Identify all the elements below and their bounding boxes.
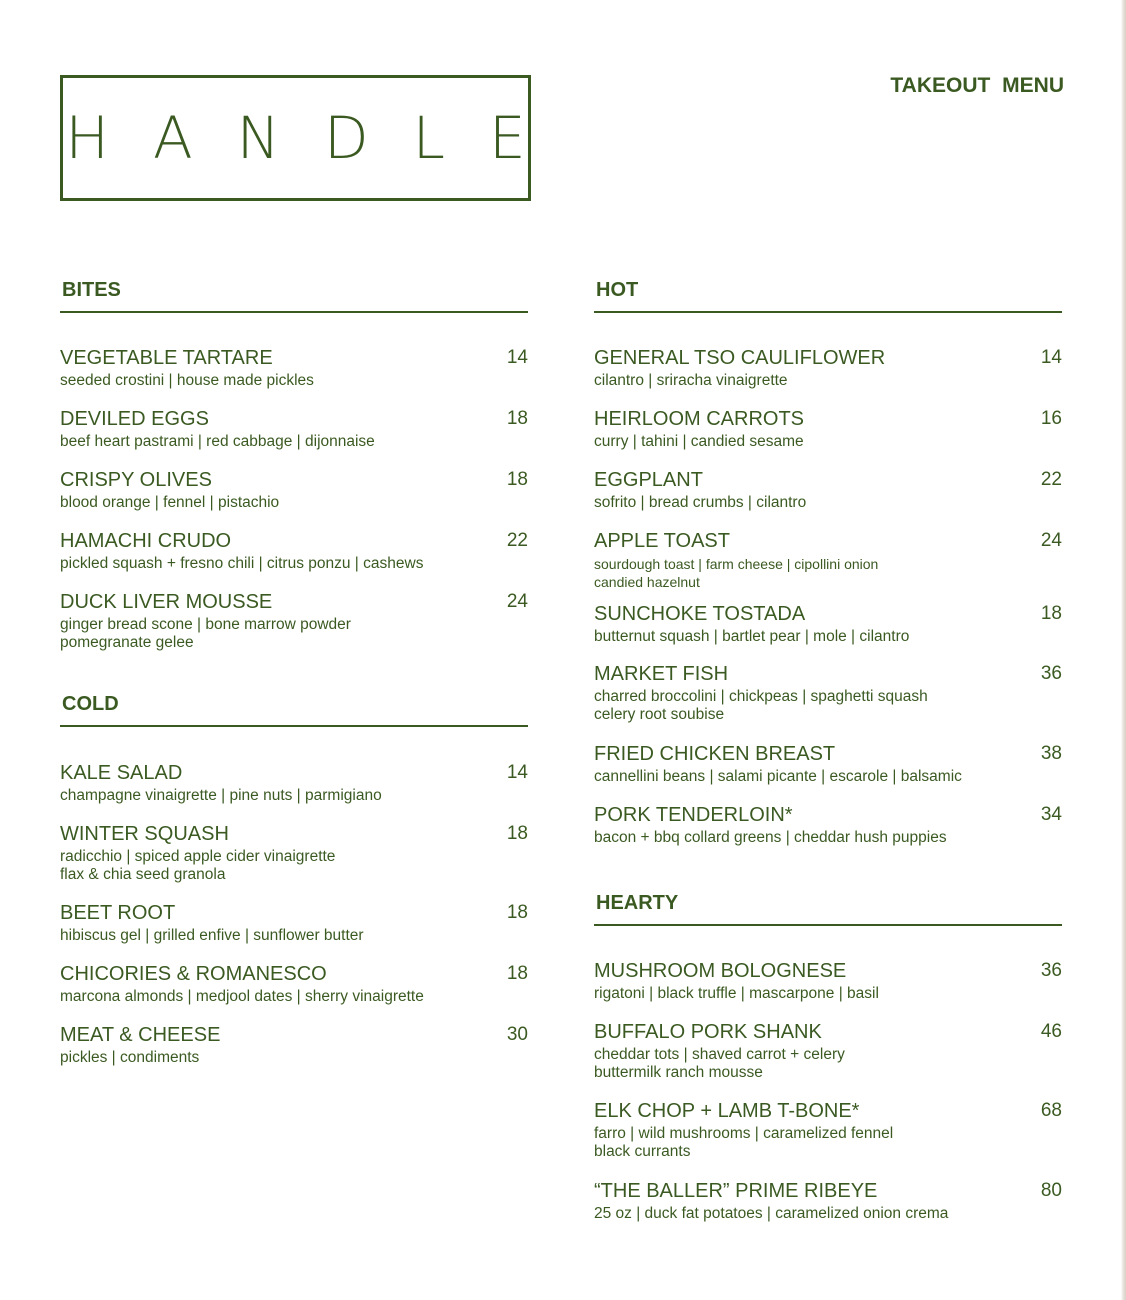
item-description: cilantro | sriracha vinaigrette	[594, 372, 788, 389]
item-description: radicchio | spiced apple cider vinaigrette	[60, 848, 336, 865]
menu-item	[60, 590, 528, 652]
menu-item	[594, 1099, 1062, 1161]
item-description: seeded crostini | house made pickles	[60, 372, 314, 389]
menu-item	[60, 1023, 528, 1067]
item-description: flax & chia seed granola	[60, 866, 226, 883]
menu-item	[60, 529, 528, 573]
menu-item	[60, 761, 528, 805]
menu-item	[594, 602, 1062, 646]
item-description: farro | wild mushrooms | caramelized fennel	[594, 1125, 894, 1142]
item-price: 46	[1040, 1021, 1062, 1042]
item-name: MARKET FISH	[594, 663, 729, 685]
item-name: MUSHROOM BOLOGNESE	[594, 960, 847, 982]
menu-item	[594, 959, 1062, 1003]
item-price: 18	[506, 963, 528, 984]
item-description: pickles | condiments	[60, 1049, 200, 1066]
item-description: blood orange | fennel | pistachio	[60, 494, 280, 511]
item-name: HEIRLOOM CARROTS	[594, 408, 805, 430]
item-name: WINTER SQUASH	[60, 823, 229, 845]
item-price: 18	[506, 408, 528, 429]
section-divider	[594, 311, 1062, 313]
item-name: PORK TENDERLOIN*	[594, 804, 793, 826]
section-divider	[594, 924, 1062, 926]
menu-item	[594, 662, 1062, 724]
item-price: 18	[506, 823, 528, 844]
item-name: HAMACHI CRUDO	[60, 530, 232, 552]
menu-item	[60, 822, 528, 884]
item-name: KALE SALAD	[60, 762, 183, 784]
item-description: butternut squash | bartlet pear | mole | cilantro	[594, 628, 910, 645]
item-description: sofrito | bread crumbs | cilantro	[594, 494, 807, 511]
menu-item	[594, 803, 1062, 847]
item-price: 22	[506, 530, 528, 551]
menu-item	[60, 346, 528, 390]
item-price: 18	[506, 902, 528, 923]
item-name: BEET ROOT	[60, 902, 176, 924]
item-name: APPLE TOAST	[594, 530, 730, 552]
item-description: ginger bread scone | bone marrow powder	[60, 616, 351, 633]
item-description: sourdough toast | farm cheese | cipollini onion	[594, 556, 879, 572]
section-divider	[60, 311, 528, 313]
item-price: 80	[1040, 1180, 1062, 1201]
item-name: FRIED CHICKEN BREAST	[594, 743, 836, 765]
item-price: 18	[1040, 603, 1062, 624]
item-price: 14	[1040, 347, 1062, 368]
item-name: EGGPLANT	[594, 469, 703, 491]
item-price: 34	[1040, 804, 1062, 825]
menu-item	[594, 529, 1062, 591]
section-bites	[60, 278, 528, 313]
item-description: cannellini beans | salami picante | escarole | balsamic	[594, 768, 962, 785]
item-description: pomegranate gelee	[60, 634, 194, 651]
item-price: 24	[506, 591, 528, 612]
item-price: 24	[1040, 530, 1062, 551]
logo-wordmark: HANDLE	[65, 104, 570, 172]
item-name: CHICORIES & ROMANESCO	[60, 963, 327, 985]
item-description: marcona almonds | medjool dates | sherry vinaigrette	[60, 988, 424, 1005]
item-price: 14	[506, 762, 528, 783]
item-price: 18	[506, 469, 528, 490]
section-cold	[60, 692, 528, 727]
menu-item	[60, 407, 528, 451]
menu-item	[60, 901, 528, 945]
menu-item	[594, 407, 1062, 451]
menu-item	[60, 962, 528, 1006]
item-price: 68	[1040, 1100, 1062, 1121]
section-hot	[594, 278, 1062, 313]
item-price: 36	[1040, 960, 1062, 981]
menu-title: TAKEOUT MENU	[890, 74, 1064, 97]
item-name: VEGETABLE TARTARE	[60, 347, 273, 369]
handle-logo	[60, 75, 570, 201]
menu-item	[594, 346, 1062, 390]
page-edge-shadow	[1121, 0, 1126, 1300]
item-price: 30	[506, 1024, 528, 1045]
section-divider	[60, 725, 528, 727]
item-name: ELK CHOP + LAMB T-BONE*	[594, 1100, 860, 1122]
item-description: charred broccolini | chickpeas | spaghetti squash	[594, 688, 928, 705]
section-title: BITES	[62, 279, 121, 301]
item-description: 25 oz | duck fat potatoes | caramelized onion crema	[594, 1205, 949, 1222]
item-description: buttermilk ranch mousse	[594, 1064, 763, 1081]
section-title: COLD	[62, 693, 119, 715]
item-name: CRISPY OLIVES	[60, 469, 212, 491]
item-price: 22	[1040, 469, 1062, 490]
item-description: pickled squash + fresno chili | citrus ponzu | cashews	[60, 555, 424, 572]
menu-item	[60, 468, 528, 512]
menu-item	[594, 1179, 1062, 1223]
item-description: bacon + bbq collard greens | cheddar hush puppies	[594, 829, 947, 846]
menu-item	[594, 742, 1062, 786]
section-hearty	[594, 891, 1062, 926]
item-description: hibiscus gel | grilled enfive | sunflower butter	[60, 927, 364, 944]
item-name: DEVILED EGGS	[60, 408, 209, 430]
item-name: SUNCHOKE TOSTADA	[594, 603, 806, 625]
section-title: HEARTY	[596, 892, 679, 914]
item-description: rigatoni | black truffle | mascarpone | basil	[594, 985, 879, 1002]
item-price: 38	[1040, 743, 1062, 764]
menu-item	[594, 468, 1062, 512]
item-name: MEAT & CHEESE	[60, 1024, 221, 1046]
item-name: DUCK LIVER MOUSSE	[60, 591, 273, 613]
item-name: “THE BALLER” PRIME RIBEYE	[594, 1180, 878, 1202]
item-price: 16	[1040, 408, 1062, 429]
item-description: candied hazelnut	[594, 574, 700, 590]
menu-item	[594, 1020, 1062, 1082]
item-description: curry | tahini | candied sesame	[594, 433, 804, 450]
item-price: 14	[506, 347, 528, 368]
item-description: cheddar tots | shaved carrot + celery	[594, 1046, 845, 1063]
item-description: celery root soubise	[594, 706, 725, 723]
item-description: black currants	[594, 1143, 691, 1160]
item-description: beef heart pastrami | red cabbage | dijonnaise	[60, 433, 375, 450]
section-title: HOT	[596, 279, 639, 301]
item-name: GENERAL TSO CAULIFLOWER	[594, 347, 886, 369]
item-description: champagne vinaigrette | pine nuts | parmigiano	[60, 787, 382, 804]
item-name: BUFFALO PORK SHANK	[594, 1021, 822, 1043]
item-price: 36	[1040, 663, 1062, 684]
